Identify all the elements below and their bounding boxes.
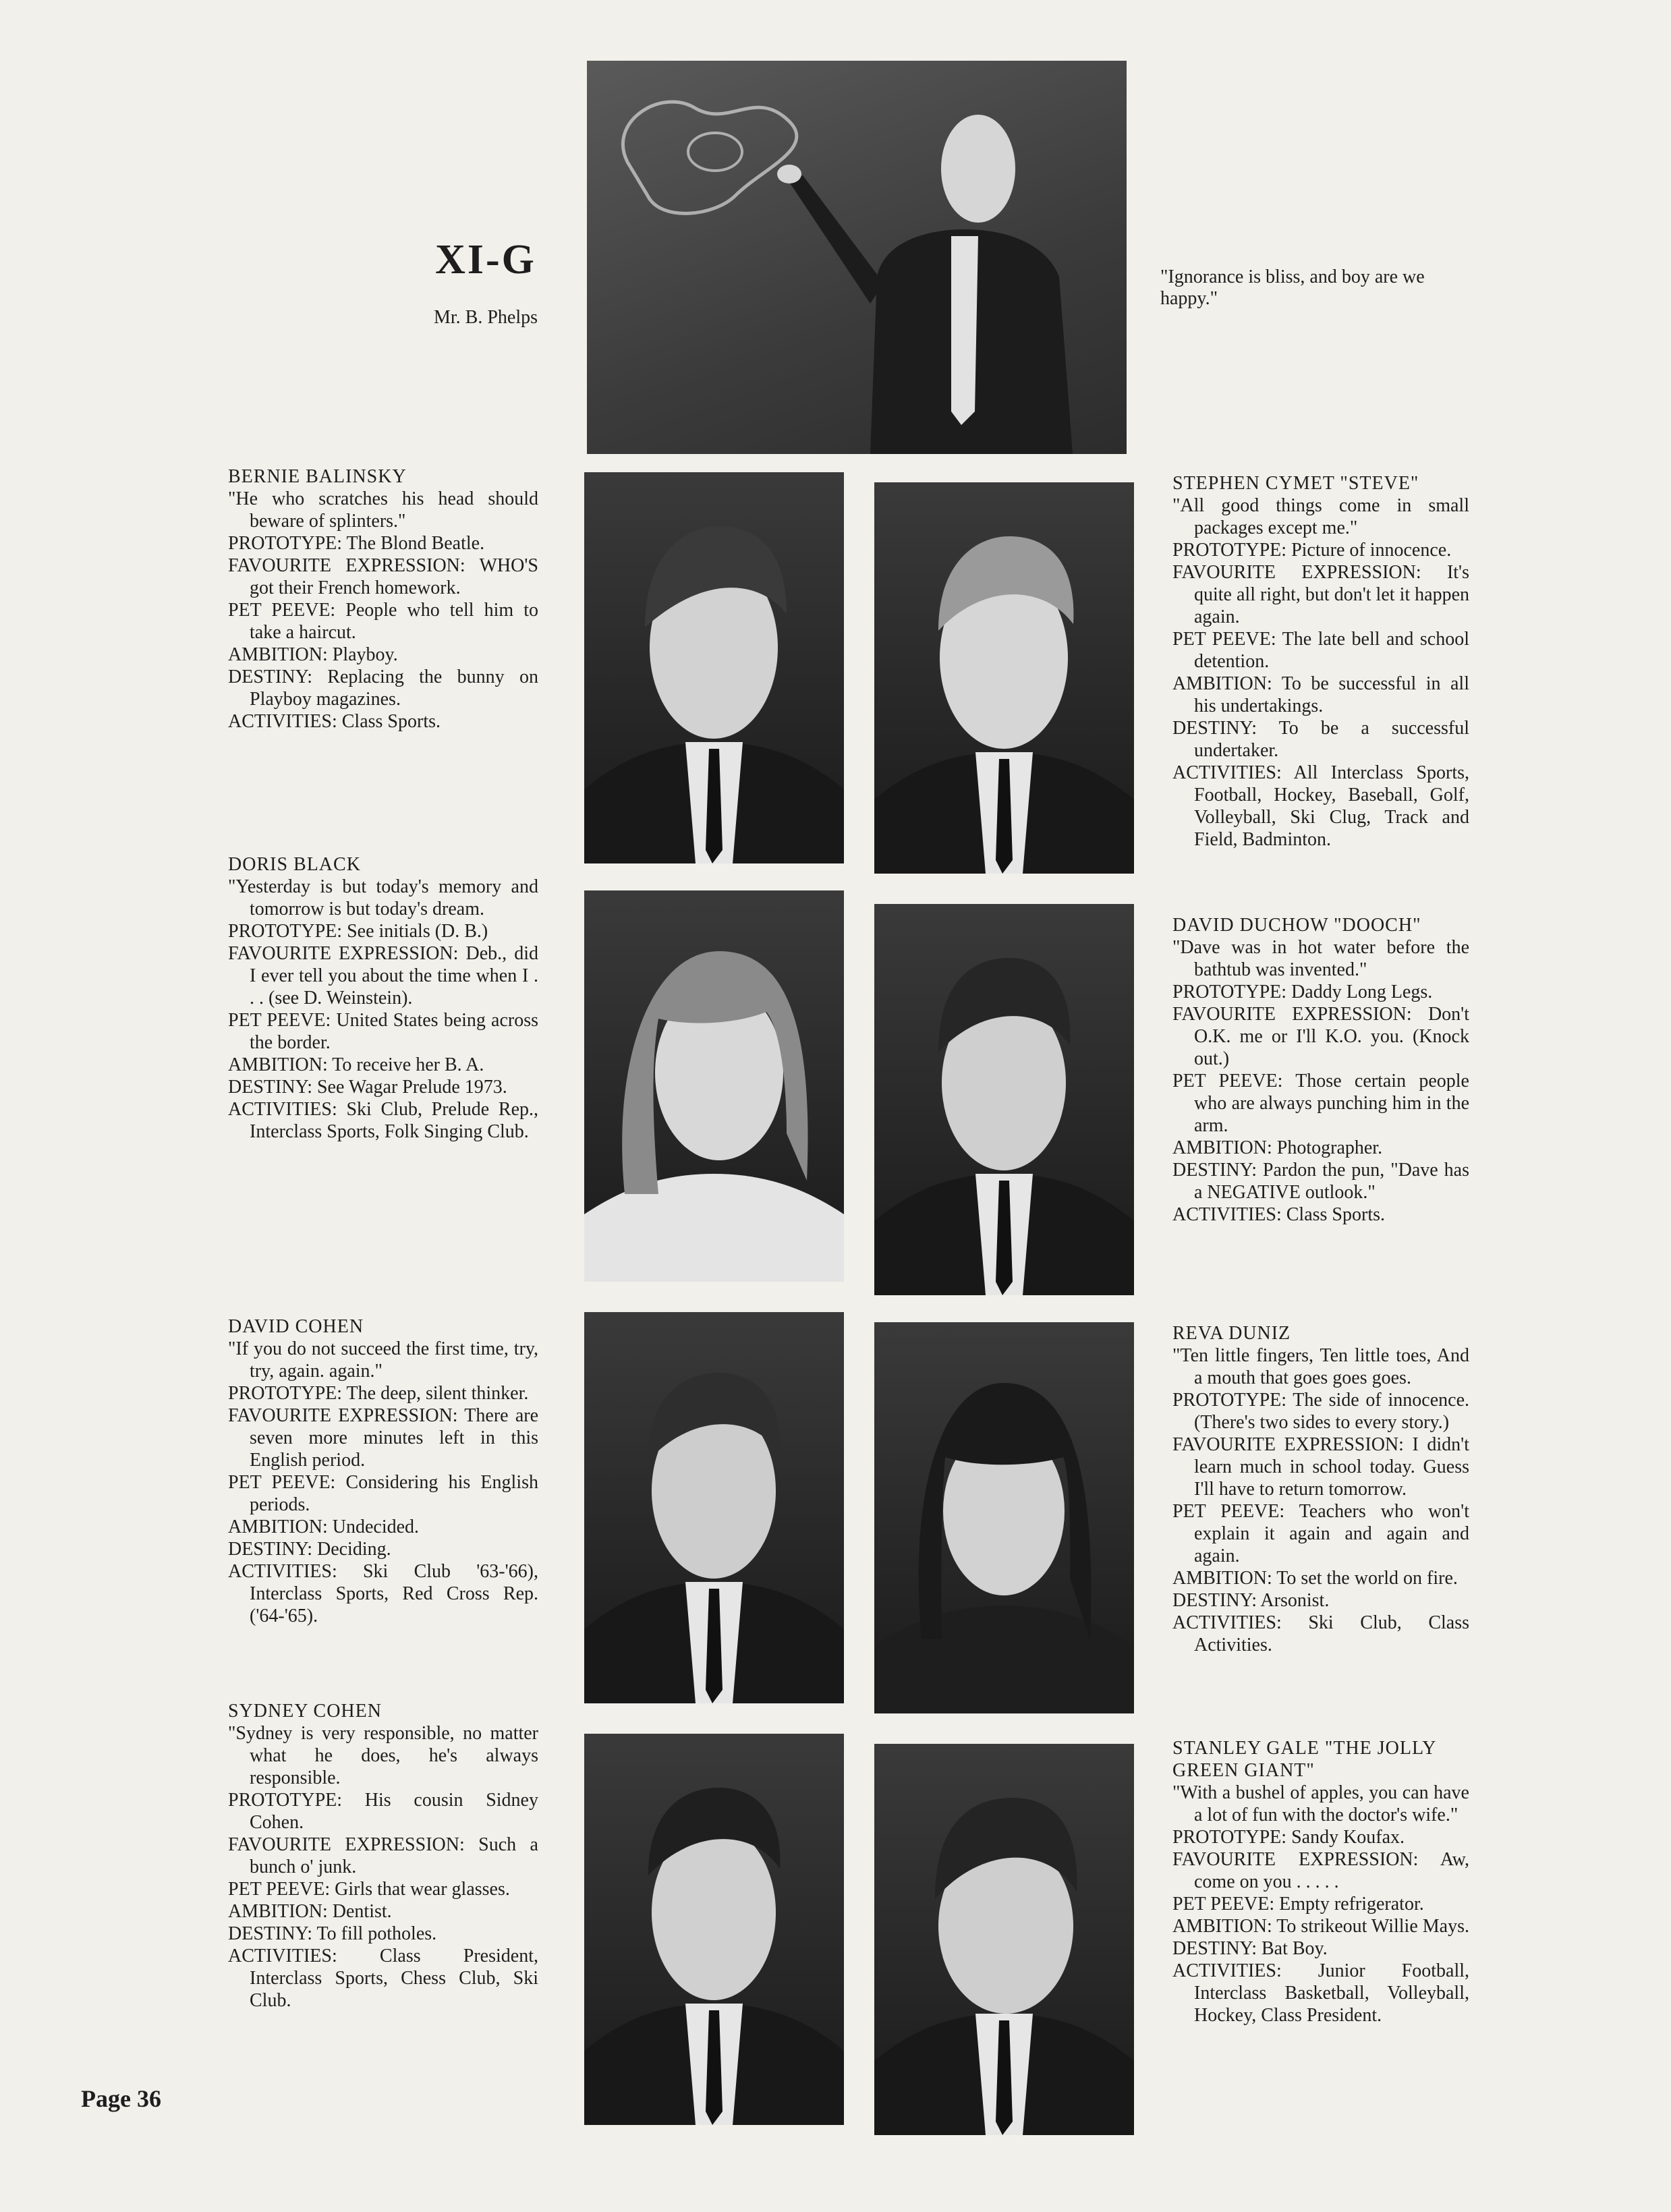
entry-pet-peeve: PET PEEVE: People who tell him to take a haircut. — [228, 600, 538, 643]
entry-activities: ACTIVITIES: Class Sports. — [1172, 1204, 1385, 1225]
entry-ambition: AMBITION: To strikeout Willie Mays. — [1172, 1916, 1469, 1937]
student-photo — [584, 1734, 844, 2125]
student-entry — [228, 1315, 538, 1627]
entry-quote: "With a bushel of apples, you can have a lot of fun with the doctor's wife." — [1172, 1782, 1469, 1825]
entry-prototype: PROTOTYPE: The side of innocence. (There's two sides to every story.) — [1172, 1390, 1469, 1433]
entry-ambition: AMBITION: Undecided. — [228, 1516, 420, 1537]
student-entry — [1172, 472, 1469, 851]
entry-destiny: DESTINY: To fill potholes. — [228, 1923, 437, 1944]
entry-pet-peeve: PET PEEVE: The late bell and school detention. — [1172, 629, 1469, 672]
entry-ambition: AMBITION: Photographer. — [1172, 1137, 1383, 1158]
student-photo — [584, 472, 844, 863]
entry-prototype: PROTOTYPE: Picture of innocence. — [1172, 540, 1452, 561]
entry-expression: FAVOURITE EXPRESSION: It's quite all right, but don't let it happen again. — [1172, 562, 1469, 627]
teacher-name: Mr. B. Phelps — [433, 307, 538, 328]
entry-expression: FAVOURITE EXPRESSION: There are seven more minutes left in this English period. — [228, 1405, 538, 1471]
student-photo — [584, 1312, 844, 1703]
entry-quote: "Dave was in hot water before the bathtub was invented." — [1172, 937, 1469, 980]
teacher-photo — [587, 61, 1127, 454]
entry-destiny: DESTINY: Deciding. — [228, 1539, 391, 1560]
entry-destiny: DESTINY: Bat Boy. — [1172, 1938, 1328, 1959]
student-entry — [1172, 1322, 1469, 1656]
entry-expression: FAVOURITE EXPRESSION: WHO'S got their French homework. — [228, 555, 538, 598]
student-photo — [874, 1744, 1134, 2135]
entry-pet-peeve: PET PEEVE: Teachers who won't explain it again and again and again. — [1172, 1501, 1469, 1566]
entry-pet-peeve: PET PEEVE: United States being across the border. — [228, 1010, 538, 1053]
student-name: STANLEY GALE "THE JOLLY GREEN GIANT" — [1172, 1738, 1436, 1781]
student-name: STEPHEN CYMET "STEVE" — [1172, 473, 1419, 494]
entry-quote: "Yesterday is but today's memory and tomorrow is but today's dream. — [228, 876, 538, 919]
student-entry — [228, 465, 538, 733]
entry-ambition: AMBITION: To set the world on fire. — [1172, 1568, 1458, 1589]
entry-prototype: PROTOTYPE: His cousin Sidney Cohen. — [228, 1790, 538, 1833]
entry-prototype: PROTOTYPE: Sandy Koufax. — [1172, 1827, 1405, 1848]
student-name: BERNIE BALINSKY — [228, 466, 407, 487]
entry-pet-peeve: PET PEEVE: Girls that wear glasses. — [228, 1879, 510, 1900]
student-name: REVA DUNIZ — [1172, 1323, 1291, 1344]
student-photo — [874, 904, 1134, 1295]
entry-expression: FAVOURITE EXPRESSION: Don't O.K. me or I'll K.O. you. (Knock out.) — [1172, 1004, 1469, 1069]
student-photo — [584, 890, 844, 1282]
student-entry — [228, 853, 538, 1143]
student-photo — [874, 482, 1134, 874]
entry-activities: ACTIVITIES: Ski Club, Class Activities. — [1172, 1612, 1469, 1655]
page-number: Page 36 — [81, 2085, 161, 2112]
entry-prototype: PROTOTYPE: See initials (D. B.) — [228, 921, 488, 942]
entry-prototype: PROTOTYPE: The deep, silent thinker. — [228, 1383, 529, 1404]
student-name: DAVID COHEN — [228, 1316, 364, 1337]
entry-destiny: DESTINY: To be a successful undertaker. — [1172, 718, 1469, 761]
entry-quote: "All good things come in small packages except me." — [1172, 495, 1469, 538]
entry-activities: ACTIVITIES: Ski Club '63-'66), Interclass Sports, Red Cross Rep. ('64-'65). — [228, 1561, 538, 1626]
entry-destiny: DESTINY: Replacing the bunny on Playboy magazines. — [228, 667, 538, 710]
class-title: XI-G — [435, 237, 536, 283]
entry-activities: ACTIVITIES: Junior Football, Interclass Basketball, Volleyball, Hockey, Class President. — [1172, 1960, 1469, 2026]
entry-ambition: AMBITION: Playboy. — [228, 644, 398, 665]
entry-ambition: AMBITION: To receive her B. A. — [228, 1054, 484, 1075]
student-entry — [228, 1700, 538, 2012]
entry-expression: FAVOURITE EXPRESSION: Aw, come on you . . . . . — [1172, 1849, 1469, 1892]
entry-expression: FAVOURITE EXPRESSION: I didn't learn much in school today. Guess I'll have to return tomorrow. — [1172, 1434, 1469, 1500]
entry-prototype: PROTOTYPE: The Blond Beatle. — [228, 533, 485, 554]
class-motto: "Ignorance is bliss, and boy are we happy." — [1160, 266, 1425, 309]
entry-quote: "Ten little fingers, Ten little toes, And a mouth that goes goes goes. — [1172, 1345, 1469, 1388]
entry-pet-peeve: PET PEEVE: Those certain people who are always punching him in the arm. — [1172, 1071, 1469, 1136]
entry-destiny: DESTINY: See Wagar Prelude 1973. — [228, 1077, 507, 1098]
entry-activities: ACTIVITIES: All Interclass Sports, Football, Hockey, Baseball, Golf, Volleyball, Ski Clug, Track and Field, Badminton. — [1172, 762, 1469, 850]
student-entry — [1172, 914, 1469, 1226]
entry-activities: ACTIVITIES: Class Sports. — [228, 711, 441, 732]
entry-prototype: PROTOTYPE: Daddy Long Legs. — [1172, 982, 1433, 1002]
entry-quote: "If you do not succeed the first time, try, try, again. again." — [228, 1338, 538, 1382]
entry-ambition: AMBITION: To be successful in all his undertakings. — [1172, 673, 1469, 716]
student-photo — [874, 1322, 1134, 1713]
entry-activities: ACTIVITIES: Ski Club, Prelude Rep., Interclass Sports, Folk Singing Club. — [228, 1099, 538, 1142]
entry-destiny: DESTINY: Arsonist. — [1172, 1590, 1330, 1611]
student-entry — [1172, 1737, 1469, 2026]
student-name: DAVID DUCHOW "DOOCH" — [1172, 915, 1421, 936]
entry-pet-peeve: PET PEEVE: Empty refrigerator. — [1172, 1894, 1424, 1915]
entry-ambition: AMBITION: Dentist. — [228, 1901, 392, 1922]
entry-quote: "He who scratches his head should beware of splinters." — [228, 488, 538, 532]
entry-destiny: DESTINY: Pardon the pun, "Dave has a NEGATIVE outlook." — [1172, 1160, 1469, 1203]
entry-quote: "Sydney is very responsible, no matter what he does, he's always responsible. — [228, 1723, 538, 1788]
entry-expression: FAVOURITE EXPRESSION: Deb., did I ever tell you about the time when I . . . (see D. Weinstein). — [228, 943, 538, 1009]
student-name: DORIS BLACK — [228, 854, 361, 875]
entry-activities: ACTIVITIES: Class President, Interclass Sports, Chess Club, Ski Club. — [228, 1946, 538, 2011]
student-name: SYDNEY COHEN — [228, 1701, 382, 1722]
entry-pet-peeve: PET PEEVE: Considering his English periods. — [228, 1472, 538, 1515]
entry-expression: FAVOURITE EXPRESSION: Such a bunch o' junk. — [228, 1834, 538, 1877]
